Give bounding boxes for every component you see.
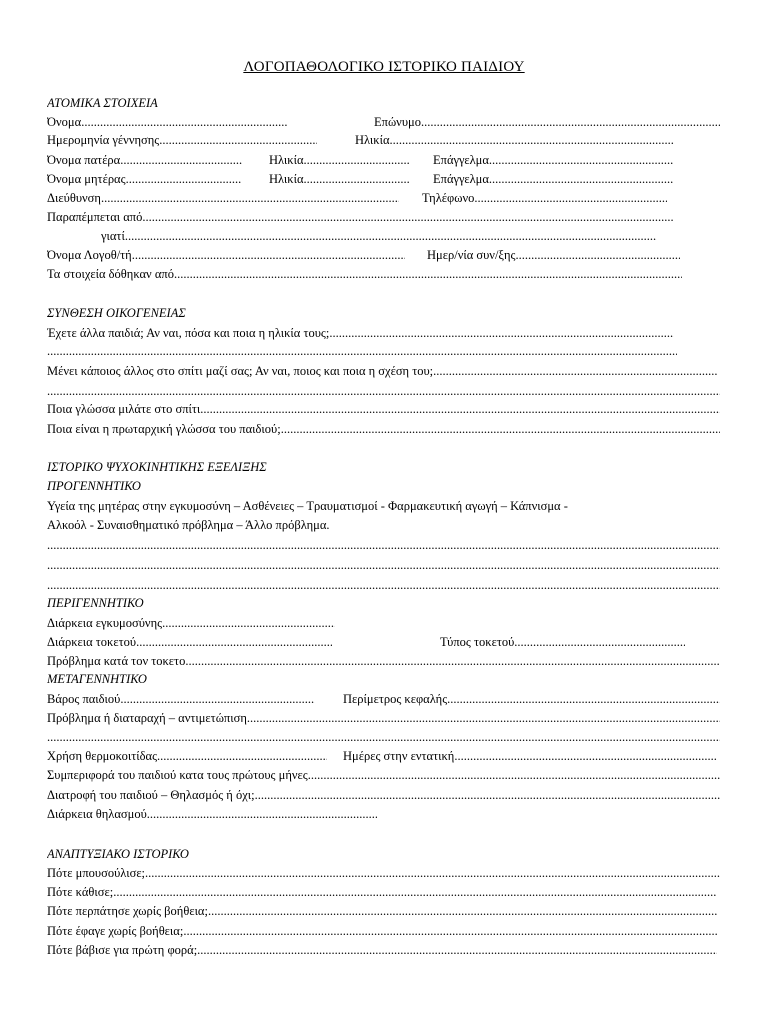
row-crawled (47, 864, 720, 882)
referred-by-label: Παραπέμπεται από (47, 210, 143, 224)
feeding-line[interactable] (255, 786, 720, 804)
other-children-field[interactable] (47, 324, 674, 342)
other-children-line[interactable] (329, 324, 674, 342)
delivery-type-label: Τύπος τοκετού (440, 635, 515, 649)
section-family-heading: ΣΥΝΘΕΣΗ ΟΙΚΟΓΕΝΕΙΑΣ (47, 306, 186, 320)
therapist-name-line[interactable] (132, 246, 405, 264)
blank-line[interactable] (47, 536, 720, 554)
primary-language-label: Ποια είναι η πρωταρχική γλώσσα του παιδιού; (47, 422, 281, 436)
disorder-line-2-field[interactable] (47, 728, 720, 746)
breastfeeding-duration-line[interactable] (147, 805, 377, 823)
session-date-label: Ημερ/νία συν/ξης (427, 248, 516, 262)
row-pregnancy-duration (47, 614, 335, 632)
therapist-name-field[interactable] (47, 246, 405, 264)
session-date-line[interactable] (516, 246, 681, 264)
mother-age-field[interactable] (269, 170, 409, 188)
row-labor (47, 633, 685, 651)
section-developmental-heading: ΑΝΑΠΤΥΞΙΑΚΟ ΙΣΤΟΡΙΚΟ (47, 847, 189, 861)
prenatal-blank-1 (47, 536, 720, 554)
phone-line[interactable] (474, 189, 667, 207)
home-language-field[interactable] (47, 400, 720, 418)
row-feeding (47, 786, 720, 804)
row-father (47, 151, 674, 169)
blank-line[interactable] (47, 576, 720, 594)
prenatal-blank-2-field[interactable] (47, 556, 720, 574)
address-field[interactable] (47, 189, 399, 207)
delivery-problem-label: Πρόβλημα κατά τον τοκετο (47, 654, 186, 668)
row-delivery-problem (47, 652, 720, 670)
mother-job-field[interactable] (433, 170, 674, 188)
father-age-label: Ηλικία (269, 153, 304, 167)
pregnancy-health-text-2: Αλκοόλ - Συναισθηματικό πρόβλημα – Άλλο πρόβλημα. (47, 518, 330, 532)
mother-age-label: Ηλικία (269, 172, 304, 186)
mother-age-line[interactable] (304, 170, 409, 188)
first-name-line[interactable] (81, 113, 287, 131)
first-name-field[interactable] (47, 113, 287, 131)
disorder-treatment-field[interactable] (47, 709, 720, 727)
why-field[interactable] (101, 227, 657, 245)
labor-duration-label: Διάρκεια τοκετού (47, 635, 137, 649)
walked-field[interactable] (47, 902, 717, 920)
birth-weight-field[interactable] (47, 690, 315, 708)
row-referred (47, 208, 673, 226)
home-language-line[interactable] (200, 400, 720, 418)
row-others-living (47, 362, 718, 380)
section-personal-heading: ΑΤΟΜΙΚΑ ΣΤΟΙΧΕΙΑ (47, 96, 158, 110)
head-circumference-field[interactable] (343, 690, 720, 708)
delivery-problem-field[interactable] (47, 652, 720, 670)
row-address (47, 189, 667, 207)
disorder-line-2 (47, 728, 720, 746)
others-living-label: Μένει κάποιος άλλος στο σπίτι μαζί σας; Αν ναι, ποιος και ποια η σχέση του; (47, 364, 434, 378)
ate-alone-label: Πότε έφαγε χωρίς βοήθεια; (47, 924, 184, 938)
row-breastfeeding (47, 805, 377, 823)
row-mother (47, 170, 674, 188)
disorder-treatment-line[interactable] (247, 709, 720, 727)
early-behavior-label: Συμπεριφορά του παιδιού κατα τους πρώτους μήνες (47, 768, 308, 782)
blank-line[interactable] (47, 728, 720, 746)
father-job-label: Επάγγελμα (433, 153, 489, 167)
home-language-label: Ποια γλώσσα μιλάτε στο σπίτι (47, 402, 201, 416)
pregnancy-duration-field[interactable] (47, 614, 335, 632)
section-perinatal-heading: ΠΕΡΙΓΕΝΝΗΤΙΚΟ (47, 596, 144, 610)
prenatal-blank-3-field[interactable] (47, 576, 720, 594)
blank-line[interactable] (47, 556, 720, 574)
info-given-by-field[interactable] (47, 265, 682, 283)
mother-job-line[interactable] (489, 170, 674, 188)
dressed-line[interactable] (197, 941, 717, 959)
others-living-field[interactable] (47, 362, 718, 380)
crawled-label: Πότε μπουσούλισε; (47, 866, 146, 880)
primary-language-line[interactable] (281, 420, 720, 438)
father-job-line[interactable] (489, 151, 674, 169)
surname-label: Επώνυμο (374, 115, 421, 129)
row-weight (47, 690, 720, 708)
sat-label: Πότε κάθισε; (47, 885, 114, 899)
sat-field[interactable] (47, 883, 717, 901)
address-line[interactable] (101, 189, 399, 207)
incubator-use-line[interactable] (157, 747, 327, 765)
first-name-label: Όνομα (47, 115, 82, 129)
phone-field[interactable] (422, 189, 667, 207)
feeding-field[interactable] (47, 786, 720, 804)
breastfeeding-duration-field[interactable] (47, 805, 377, 823)
prenatal-blank-1-field[interactable] (47, 536, 720, 554)
row-home-language (47, 400, 720, 418)
blank-line[interactable] (47, 342, 677, 360)
delivery-problem-line[interactable] (185, 652, 720, 670)
primary-language-field[interactable] (47, 420, 720, 438)
why-label: γιατί (101, 229, 125, 243)
row-disorder (47, 709, 720, 727)
icu-days-line[interactable] (454, 747, 717, 765)
disorder-treatment-label: Πρόβλημα ή διαταραχή – αντιμετώπιση (47, 711, 247, 725)
blank-line[interactable] (47, 382, 720, 400)
mother-job-label: Επάγγελμα (433, 172, 489, 186)
age-label: Ηλικία (355, 133, 390, 147)
referred-by-line[interactable] (142, 208, 673, 226)
others-living-line-2-field[interactable] (47, 382, 720, 400)
section-postnatal-heading: ΜΕΤΑΓΕΝΝΗΤΙΚΟ (47, 672, 147, 686)
age-line[interactable] (390, 131, 674, 149)
referred-by-field[interactable] (47, 208, 673, 226)
breastfeeding-duration-label: Διάρκεια θηλασμού (47, 807, 147, 821)
row-birth (47, 131, 674, 149)
dressed-field[interactable] (47, 941, 717, 959)
incubator-use-label: Χρήση θερμοκοιτίδας (47, 749, 158, 763)
mother-name-line[interactable] (126, 170, 242, 188)
father-name-line[interactable] (120, 151, 242, 169)
row-primary-language (47, 420, 720, 438)
info-given-by-line[interactable] (174, 265, 682, 283)
labor-duration-field[interactable] (47, 633, 332, 651)
head-circumference-label: Περίμετρος κεφαλής (343, 692, 448, 706)
why-line[interactable] (125, 227, 657, 245)
mother-name-field[interactable] (47, 170, 242, 188)
other-children-line-2-field[interactable] (47, 342, 677, 360)
surname-field[interactable] (374, 113, 720, 131)
birth-date-label: Ημερομηνία γέννησης (47, 133, 160, 147)
row-other-children (47, 324, 674, 342)
early-behavior-line[interactable] (308, 766, 720, 784)
pregnancy-duration-line[interactable] (162, 614, 335, 632)
father-age-line[interactable] (304, 151, 409, 169)
prenatal-blank-3 (47, 576, 720, 594)
birth-date-field[interactable] (47, 131, 317, 149)
age-field[interactable] (355, 131, 674, 149)
sat-line[interactable] (113, 883, 717, 901)
delivery-type-line[interactable] (514, 633, 685, 651)
birth-weight-label: Βάρος παιδιού (47, 692, 121, 706)
address-label: Διεύθυνση (47, 191, 101, 205)
crawled-field[interactable] (47, 864, 720, 882)
early-behavior-field[interactable] (47, 766, 720, 784)
row-why (47, 227, 657, 245)
row-ate-alone (47, 922, 717, 940)
others-living-line[interactable] (433, 362, 718, 380)
walked-line[interactable] (208, 902, 717, 920)
row-incubator (47, 747, 717, 765)
others-living-line-2 (47, 382, 720, 400)
section-prenatal-heading: ΠΡΟΓΕΝΝΗΤΙΚΟ (47, 479, 141, 493)
surname-line[interactable] (421, 113, 720, 131)
birth-date-line[interactable] (159, 131, 317, 149)
pregnancy-health-text-1: Υγεία της μητέρας στην εγκυμοσύνη – Ασθένειες – Τραυματισμοί - Φαρμακευτική αγωγή – Κάπνισμα - (47, 499, 568, 513)
dressed-label: Πότε βάβισε για πρώτη φορά; (47, 943, 198, 957)
other-children-label: Έχετε άλλα παιδιά; Αν ναι, πόσα και ποια η ηλικία τους; (47, 326, 330, 340)
delivery-type-field[interactable] (440, 633, 685, 651)
row-info-given (47, 265, 682, 283)
phone-label: Τηλέφωνο (422, 191, 475, 205)
father-age-field[interactable] (269, 151, 409, 169)
icu-days-field[interactable] (343, 747, 717, 765)
ate-alone-field[interactable] (47, 922, 717, 940)
mother-name-label: Όνομα μητέρας (47, 172, 126, 186)
row-name (47, 113, 720, 131)
row-therapist (47, 246, 680, 264)
feeding-label: Διατροφή του παιδιού – Θηλασμός ή όχι; (47, 788, 255, 802)
father-job-field[interactable] (433, 151, 674, 169)
row-walked (47, 902, 717, 920)
row-dressed (47, 941, 717, 959)
row-sat (47, 883, 717, 901)
form-title: ΛΟΓΟΠΑΘΟΛΟΓΙΚΟ ΙΣΤΟΡΙΚΟ ΠΑΙΔΙΟΥ (243, 59, 525, 75)
walked-label: Πότε περπάτησε χωρίς βοήθεια; (47, 904, 208, 918)
session-date-field[interactable] (427, 246, 680, 264)
pregnancy-duration-label: Διάρκεια εγκυμοσύνης (47, 616, 163, 630)
head-circumference-line[interactable] (447, 690, 720, 708)
info-given-by-label: Τα στοιχεία δόθηκαν από (47, 267, 174, 281)
ate-alone-line[interactable] (183, 922, 717, 940)
prenatal-blank-2 (47, 556, 720, 574)
father-name-label: Όνομα πατέρα (47, 153, 121, 167)
row-early-behavior (47, 766, 720, 784)
icu-days-label: Ημέρες στην εντατική (343, 749, 455, 763)
therapist-name-label: Όνομα Λογοθ/τή (47, 248, 132, 262)
other-children-line-2 (47, 342, 677, 360)
crawled-line[interactable] (145, 864, 720, 882)
incubator-use-field[interactable] (47, 747, 327, 765)
birth-weight-line[interactable] (120, 690, 315, 708)
section-psychomotor-heading: ΙΣΤΟΡΙΚΟ ΨΥΧΟΚΙΝΗΤΙΚΗΣ ΕΞΕΛΙΞΗΣ (47, 460, 267, 474)
labor-duration-line[interactable] (136, 633, 332, 651)
father-name-field[interactable] (47, 151, 242, 169)
